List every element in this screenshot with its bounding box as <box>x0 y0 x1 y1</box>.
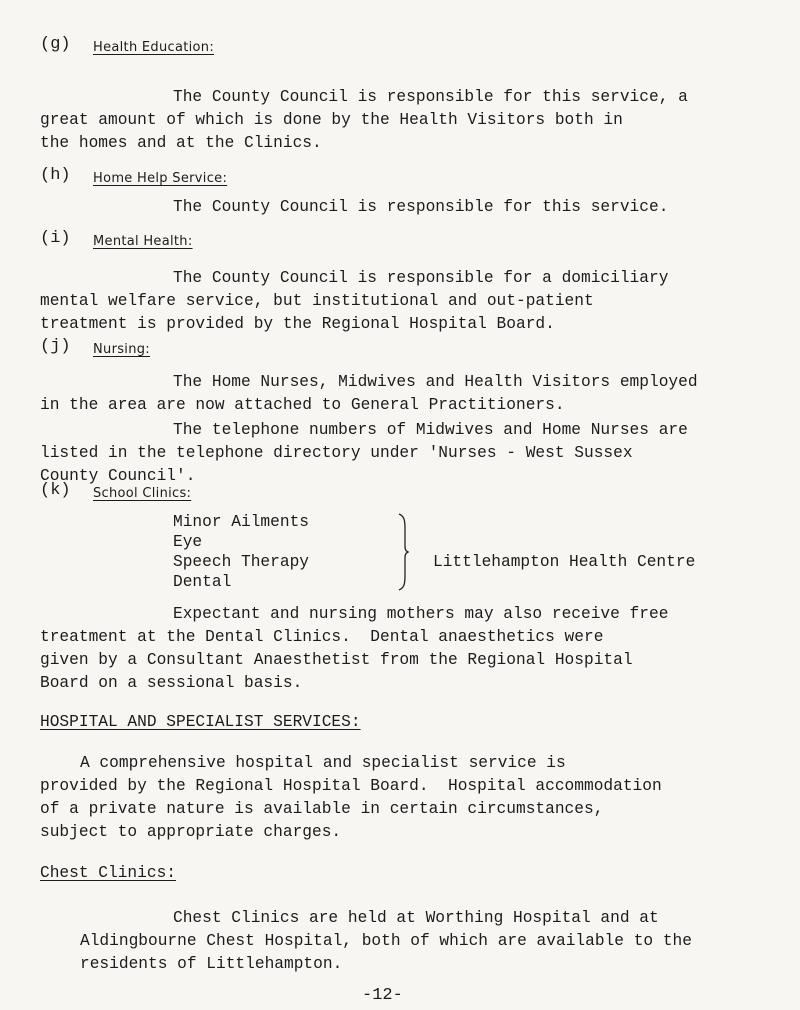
text-line: The County Council is responsible for this service, a <box>173 88 688 106</box>
text-line: mental welfare service, but institutional and out-patient <box>40 292 594 310</box>
section-marker-g: (g) <box>40 35 71 54</box>
section-heading-hospital-specialist: HOSPITAL AND SPECIALIST SERVICES: <box>40 713 361 731</box>
text-line: residents of Littlehampton. <box>80 955 343 973</box>
text-line: in the area are now attached to General Practitioners. <box>40 396 565 414</box>
text-line: treatment at the Dental Clinics. Dental anaesthetics were <box>40 628 604 646</box>
section-heading-school-clinics: School Clinics: <box>93 486 192 501</box>
clinic-item: Dental <box>173 573 232 591</box>
section-heading-chest-clinics: Chest Clinics: <box>40 864 176 882</box>
text-line: The County Council is responsible for a domiciliary <box>173 269 669 287</box>
clinic-item: Minor Ailments <box>173 513 309 531</box>
section-marker-j: (j) <box>40 337 71 356</box>
section-heading-health-education: Health Education: <box>93 40 215 55</box>
section-marker-h: (h) <box>40 166 71 185</box>
text-line: provided by the Regional Hospital Board. Hospital accommodation <box>40 777 662 795</box>
text-line: A comprehensive hospital and specialist service is <box>80 754 566 772</box>
text-line: Board on a sessional basis. <box>40 674 303 692</box>
text-line: of a private nature is available in certain circumstances, <box>40 800 604 818</box>
text-line: Expectant and nursing mothers may also receive free <box>173 605 669 623</box>
text-line: The Home Nurses, Midwives and Health Visitors employed <box>173 373 698 391</box>
text-line: County Council'. <box>40 467 196 485</box>
section-marker-i: (i) <box>40 229 71 248</box>
page-number: -12- <box>362 986 403 1005</box>
text-line: The County Council is responsible for this service. <box>173 198 669 216</box>
clinic-item: Eye <box>173 533 203 551</box>
text-line: The telephone numbers of Midwives and Home Nurses are <box>173 421 688 439</box>
text-line: Chest Clinics are held at Worthing Hospital and at <box>173 909 659 927</box>
text-line: great amount of which is done by the Health Visitors both in <box>40 111 623 129</box>
text-line: Aldingbourne Chest Hospital, both of which are available to the <box>80 932 692 950</box>
section-heading-mental-health: Mental Health: <box>93 234 193 249</box>
text-line: given by a Consultant Anaesthetist from the Regional Hospital <box>40 651 633 669</box>
text-line: listed in the telephone directory under 'Nurses - West Sussex <box>40 444 633 462</box>
right-brace-icon <box>397 512 409 592</box>
clinic-location: Littlehampton Health Centre <box>433 553 696 571</box>
clinic-item: Speech Therapy <box>173 553 309 571</box>
text-line: subject to appropriate charges. <box>40 823 342 841</box>
section-heading-nursing: Nursing: <box>93 342 150 357</box>
text-line: the homes and at the Clinics. <box>40 134 322 152</box>
section-marker-k: (k) <box>40 481 71 500</box>
text-line: treatment is provided by the Regional Hospital Board. <box>40 315 555 333</box>
section-heading-home-help-service: Home Help Service: <box>93 171 228 186</box>
